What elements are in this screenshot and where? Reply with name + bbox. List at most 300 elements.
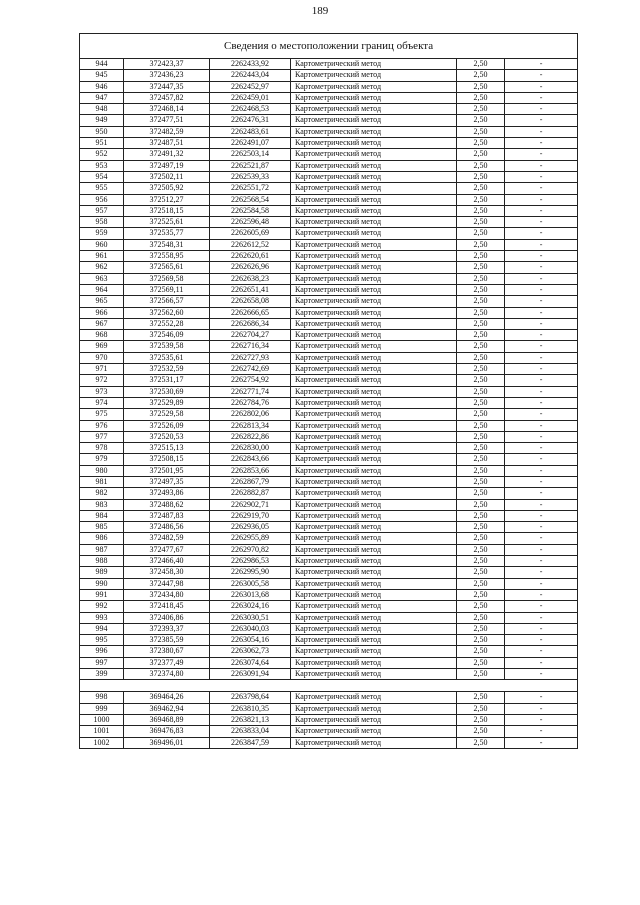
table-row [80,544,578,555]
cell-method: Картометрический метод [291,623,457,634]
cell-coord-x: 372529,89 [124,397,210,408]
cell-coord-y: 2263821,13 [210,714,291,725]
table-row [80,375,578,386]
cell-coord-x: 372497,35 [124,476,210,487]
cell-point-number: 957 [80,205,124,216]
cell-method: Картометрический метод [291,601,457,612]
cell-accuracy: 2,50 [457,296,505,307]
cell-point-number: 948 [80,104,124,115]
cell-method: Картометрический метод [291,726,457,737]
cell-description: - [505,646,578,657]
table-row [80,171,578,182]
group-separator-cell [80,680,578,692]
cell-coord-y: 2262503,14 [210,149,291,160]
cell-accuracy: 2,50 [457,714,505,725]
cell-method: Картометрический метод [291,522,457,533]
cell-coord-x: 372552,28 [124,318,210,329]
table-row [80,330,578,341]
table-row [80,364,578,375]
cell-method: Картометрический метод [291,375,457,386]
cell-method: Картометрический метод [291,476,457,487]
cell-coord-y: 2262742,69 [210,364,291,375]
table-row [80,217,578,228]
cell-method: Картометрический метод [291,692,457,703]
cell-coord-y: 2262882,87 [210,488,291,499]
table-row [80,149,578,160]
table-row [80,284,578,295]
cell-coord-y: 2262802,06 [210,409,291,420]
cell-coord-x: 372385,59 [124,635,210,646]
cell-description: - [505,239,578,250]
cell-coord-y: 2262584,58 [210,205,291,216]
cell-coord-x: 372447,98 [124,578,210,589]
cell-coord-y: 2262483,61 [210,126,291,137]
cell-coord-y: 2262936,05 [210,522,291,533]
cell-method: Картометрический метод [291,488,457,499]
table-row [80,465,578,476]
cell-method: Картометрический метод [291,635,457,646]
cell-method: Картометрический метод [291,81,457,92]
cell-description: - [505,476,578,487]
cell-coord-x: 372535,61 [124,352,210,363]
table-row [80,601,578,612]
cell-accuracy: 2,50 [457,499,505,510]
cell-accuracy: 2,50 [457,330,505,341]
cell-point-number: 945 [80,70,124,81]
cell-accuracy: 2,50 [457,228,505,239]
cell-method: Картометрический метод [291,364,457,375]
cell-coord-x: 372546,09 [124,330,210,341]
cell-method: Картометрический метод [291,443,457,454]
cell-description: - [505,669,578,680]
cell-accuracy: 2,50 [457,92,505,103]
table-row [80,431,578,442]
cell-point-number: 994 [80,623,124,634]
cell-coord-y: 2262443,04 [210,70,291,81]
cell-accuracy: 2,50 [457,386,505,397]
table-row [80,386,578,397]
cell-method: Картометрический метод [291,262,457,273]
cell-coord-y: 2262716,34 [210,341,291,352]
cell-accuracy: 2,50 [457,443,505,454]
cell-accuracy: 2,50 [457,115,505,126]
cell-description: - [505,70,578,81]
cell-description: - [505,612,578,623]
cell-accuracy: 2,50 [457,522,505,533]
cell-description: - [505,251,578,262]
cell-accuracy: 2,50 [457,126,505,137]
table-row [80,623,578,634]
cell-method: Картометрический метод [291,420,457,431]
cell-description: - [505,194,578,205]
cell-description: - [505,657,578,668]
table-row [80,522,578,533]
cell-coord-x: 372520,53 [124,431,210,442]
cell-coord-y: 2262666,65 [210,307,291,318]
table-row [80,737,578,748]
boundary-table [79,33,578,749]
cell-point-number: 979 [80,454,124,465]
cell-coord-x: 372558,95 [124,251,210,262]
cell-accuracy: 2,50 [457,364,505,375]
cell-method: Картометрический метод [291,330,457,341]
cell-method: Картометрический метод [291,431,457,442]
cell-accuracy: 2,50 [457,476,505,487]
table-row [80,81,578,92]
cell-coord-y: 2263847,59 [210,737,291,748]
group-separator-row [80,680,578,692]
cell-point-number: 966 [80,307,124,318]
cell-description: - [505,589,578,600]
cell-method: Картометрический метод [291,510,457,521]
cell-coord-x: 372508,15 [124,454,210,465]
table-row [80,499,578,510]
table-row [80,318,578,329]
cell-point-number: 964 [80,284,124,295]
cell-point-number: 951 [80,138,124,149]
cell-method: Картометрический метод [291,171,457,182]
cell-description: - [505,431,578,442]
cell-coord-y: 2263013,68 [210,589,291,600]
cell-point-number: 953 [80,160,124,171]
cell-coord-y: 2262843,66 [210,454,291,465]
cell-coord-x: 372501,95 [124,465,210,476]
table-row [80,646,578,657]
cell-method: Картометрический метод [291,657,457,668]
cell-method: Картометрический метод [291,307,457,318]
cell-accuracy: 2,50 [457,692,505,703]
cell-coord-y: 2262626,96 [210,262,291,273]
cell-method: Картометрический метод [291,115,457,126]
table-row [80,510,578,521]
cell-point-number: 978 [80,443,124,454]
cell-description: - [505,59,578,70]
cell-coord-y: 2263810,35 [210,703,291,714]
cell-point-number: 970 [80,352,124,363]
cell-point-number: 969 [80,341,124,352]
table-row [80,397,578,408]
cell-accuracy: 2,50 [457,567,505,578]
table-row [80,578,578,589]
table-row [80,205,578,216]
cell-coord-x: 372562,60 [124,307,210,318]
cell-accuracy: 2,50 [457,251,505,262]
cell-coord-y: 2262955,89 [210,533,291,544]
cell-accuracy: 2,50 [457,138,505,149]
cell-coord-y: 2262919,70 [210,510,291,521]
cell-description: - [505,544,578,555]
cell-description: - [505,160,578,171]
cell-coord-x: 372548,31 [124,239,210,250]
table-row [80,296,578,307]
cell-accuracy: 2,50 [457,556,505,567]
cell-accuracy: 2,50 [457,262,505,273]
cell-accuracy: 2,50 [457,703,505,714]
cell-method: Картометрический метод [291,465,457,476]
cell-coord-y: 2262727,93 [210,352,291,363]
cell-description: - [505,499,578,510]
cell-accuracy: 2,50 [457,59,505,70]
table-title-row [80,34,578,59]
table-row [80,341,578,352]
cell-accuracy: 2,50 [457,465,505,476]
cell-method: Картометрический метод [291,251,457,262]
cell-coord-x: 372526,09 [124,420,210,431]
cell-method: Картометрический метод [291,567,457,578]
cell-method: Картометрический метод [291,104,457,115]
cell-coord-y: 2262902,71 [210,499,291,510]
cell-point-number: 995 [80,635,124,646]
cell-coord-y: 2263024,16 [210,601,291,612]
cell-accuracy: 2,50 [457,726,505,737]
cell-coord-x: 372518,15 [124,205,210,216]
table-row [80,657,578,668]
cell-accuracy: 2,50 [457,544,505,555]
cell-coord-y: 2263074,64 [210,657,291,668]
cell-accuracy: 2,50 [457,669,505,680]
table-row [80,59,578,70]
cell-description: - [505,307,578,318]
cell-coord-y: 2262596,48 [210,217,291,228]
cell-description: - [505,533,578,544]
cell-accuracy: 2,50 [457,578,505,589]
cell-coord-y: 2262459,01 [210,92,291,103]
cell-description: - [505,262,578,273]
cell-coord-x: 372482,59 [124,126,210,137]
cell-description: - [505,115,578,126]
cell-description: - [505,510,578,521]
cell-method: Картометрический метод [291,318,457,329]
cell-description: - [505,375,578,386]
cell-method: Картометрический метод [291,544,457,555]
cell-coord-x: 372512,27 [124,194,210,205]
cell-accuracy: 2,50 [457,307,505,318]
cell-accuracy: 2,50 [457,273,505,284]
cell-coord-x: 372565,61 [124,262,210,273]
cell-method: Картометрический метод [291,533,457,544]
cell-description: - [505,737,578,748]
cell-method: Картометрический метод [291,239,457,250]
cell-coord-y: 2262771,74 [210,386,291,397]
cell-description: - [505,714,578,725]
cell-description: - [505,567,578,578]
table-body [80,34,578,749]
cell-point-number: 998 [80,692,124,703]
table-row [80,262,578,273]
cell-method: Картометрический метод [291,737,457,748]
cell-coord-x: 372505,92 [124,183,210,194]
table-row [80,183,578,194]
table-row [80,703,578,714]
cell-point-number: 949 [80,115,124,126]
cell-coord-y: 2262638,23 [210,273,291,284]
cell-point-number: 946 [80,81,124,92]
cell-method: Картометрический метод [291,714,457,725]
cell-coord-x: 372491,32 [124,149,210,160]
cell-coord-y: 2263040,03 [210,623,291,634]
cell-coord-y: 2262658,08 [210,296,291,307]
cell-accuracy: 2,50 [457,104,505,115]
cell-point-number: 399 [80,669,124,680]
cell-coord-y: 2262754,92 [210,375,291,386]
cell-point-number: 987 [80,544,124,555]
cell-point-number: 950 [80,126,124,137]
cell-coord-x: 372488,62 [124,499,210,510]
cell-coord-y: 2262551,72 [210,183,291,194]
cell-description: - [505,443,578,454]
cell-coord-y: 2262970,82 [210,544,291,555]
table-row [80,556,578,567]
cell-coord-y: 2262452,97 [210,81,291,92]
table-row [80,228,578,239]
cell-description: - [505,601,578,612]
cell-point-number: 984 [80,510,124,521]
table-row [80,273,578,284]
cell-point-number: 947 [80,92,124,103]
cell-coord-y: 2262784,76 [210,397,291,408]
cell-coord-x: 369496,01 [124,737,210,748]
table-row [80,420,578,431]
cell-point-number: 990 [80,578,124,589]
cell-accuracy: 2,50 [457,375,505,386]
cell-accuracy: 2,50 [457,70,505,81]
cell-point-number: 977 [80,431,124,442]
cell-method: Картометрический метод [291,352,457,363]
cell-description: - [505,420,578,431]
cell-description: - [505,623,578,634]
cell-point-number: 967 [80,318,124,329]
cell-point-number: 983 [80,499,124,510]
cell-coord-x: 369462,94 [124,703,210,714]
table-row [80,476,578,487]
cell-accuracy: 2,50 [457,646,505,657]
cell-accuracy: 2,50 [457,318,505,329]
table-row [80,714,578,725]
cell-description: - [505,409,578,420]
cell-point-number: 971 [80,364,124,375]
cell-accuracy: 2,50 [457,239,505,250]
cell-coord-y: 2262476,31 [210,115,291,126]
cell-coord-x: 372493,86 [124,488,210,499]
cell-accuracy: 2,50 [457,635,505,646]
cell-coord-y: 2263062,73 [210,646,291,657]
cell-description: - [505,138,578,149]
cell-point-number: 988 [80,556,124,567]
cell-method: Картометрический метод [291,273,457,284]
cell-coord-x: 372487,83 [124,510,210,521]
cell-coord-x: 372468,14 [124,104,210,115]
cell-point-number: 975 [80,409,124,420]
cell-description: - [505,454,578,465]
cell-accuracy: 2,50 [457,737,505,748]
cell-point-number: 986 [80,533,124,544]
cell-coord-x: 372525,61 [124,217,210,228]
cell-point-number: 991 [80,589,124,600]
cell-coord-x: 372531,17 [124,375,210,386]
cell-coord-x: 372393,37 [124,623,210,634]
cell-method: Картометрический метод [291,669,457,680]
table-row [80,612,578,623]
cell-coord-x: 372486,56 [124,522,210,533]
cell-method: Картометрический метод [291,70,457,81]
cell-accuracy: 2,50 [457,533,505,544]
cell-method: Картометрический метод [291,205,457,216]
cell-description: - [505,273,578,284]
table-row [80,589,578,600]
cell-coord-y: 2262813,34 [210,420,291,431]
cell-coord-x: 372436,23 [124,70,210,81]
cell-point-number: 954 [80,171,124,182]
cell-point-number: 992 [80,601,124,612]
cell-coord-x: 372457,82 [124,92,210,103]
cell-method: Картометрический метод [291,454,457,465]
cell-description: - [505,318,578,329]
table-row [80,92,578,103]
table-row [80,239,578,250]
cell-accuracy: 2,50 [457,612,505,623]
table-row [80,307,578,318]
cell-description: - [505,296,578,307]
cell-coord-x: 369464,26 [124,692,210,703]
cell-description: - [505,205,578,216]
cell-point-number: 968 [80,330,124,341]
cell-point-number: 959 [80,228,124,239]
cell-method: Картометрический метод [291,556,457,567]
cell-method: Картометрический метод [291,92,457,103]
cell-coord-x: 369468,89 [124,714,210,725]
cell-coord-y: 2262830,00 [210,443,291,454]
cell-description: - [505,330,578,341]
cell-method: Картометрический метод [291,703,457,714]
cell-accuracy: 2,50 [457,194,505,205]
table-row [80,726,578,737]
table-row [80,104,578,115]
cell-description: - [505,692,578,703]
cell-accuracy: 2,50 [457,420,505,431]
cell-coord-x: 372377,49 [124,657,210,668]
cell-coord-y: 2262686,34 [210,318,291,329]
cell-method: Картометрический метод [291,217,457,228]
cell-method: Картометрический метод [291,59,457,70]
table-row [80,194,578,205]
cell-point-number: 972 [80,375,124,386]
cell-description: - [505,171,578,182]
cell-coord-y: 2262620,61 [210,251,291,262]
cell-accuracy: 2,50 [457,81,505,92]
cell-coord-x: 372539,58 [124,341,210,352]
cell-accuracy: 2,50 [457,589,505,600]
cell-coord-x: 372466,40 [124,556,210,567]
cell-accuracy: 2,50 [457,160,505,171]
cell-method: Картометрический метод [291,409,457,420]
cell-description: - [505,228,578,239]
cell-point-number: 989 [80,567,124,578]
table-row [80,454,578,465]
cell-coord-y: 2263833,04 [210,726,291,737]
cell-point-number: 963 [80,273,124,284]
table-row [80,160,578,171]
cell-point-number: 982 [80,488,124,499]
cell-accuracy: 2,50 [457,510,505,521]
table-row [80,126,578,137]
cell-coord-x: 372477,51 [124,115,210,126]
table-row [80,138,578,149]
cell-description: - [505,183,578,194]
cell-accuracy: 2,50 [457,352,505,363]
cell-description: - [505,217,578,228]
cell-description: - [505,397,578,408]
cell-accuracy: 2,50 [457,397,505,408]
